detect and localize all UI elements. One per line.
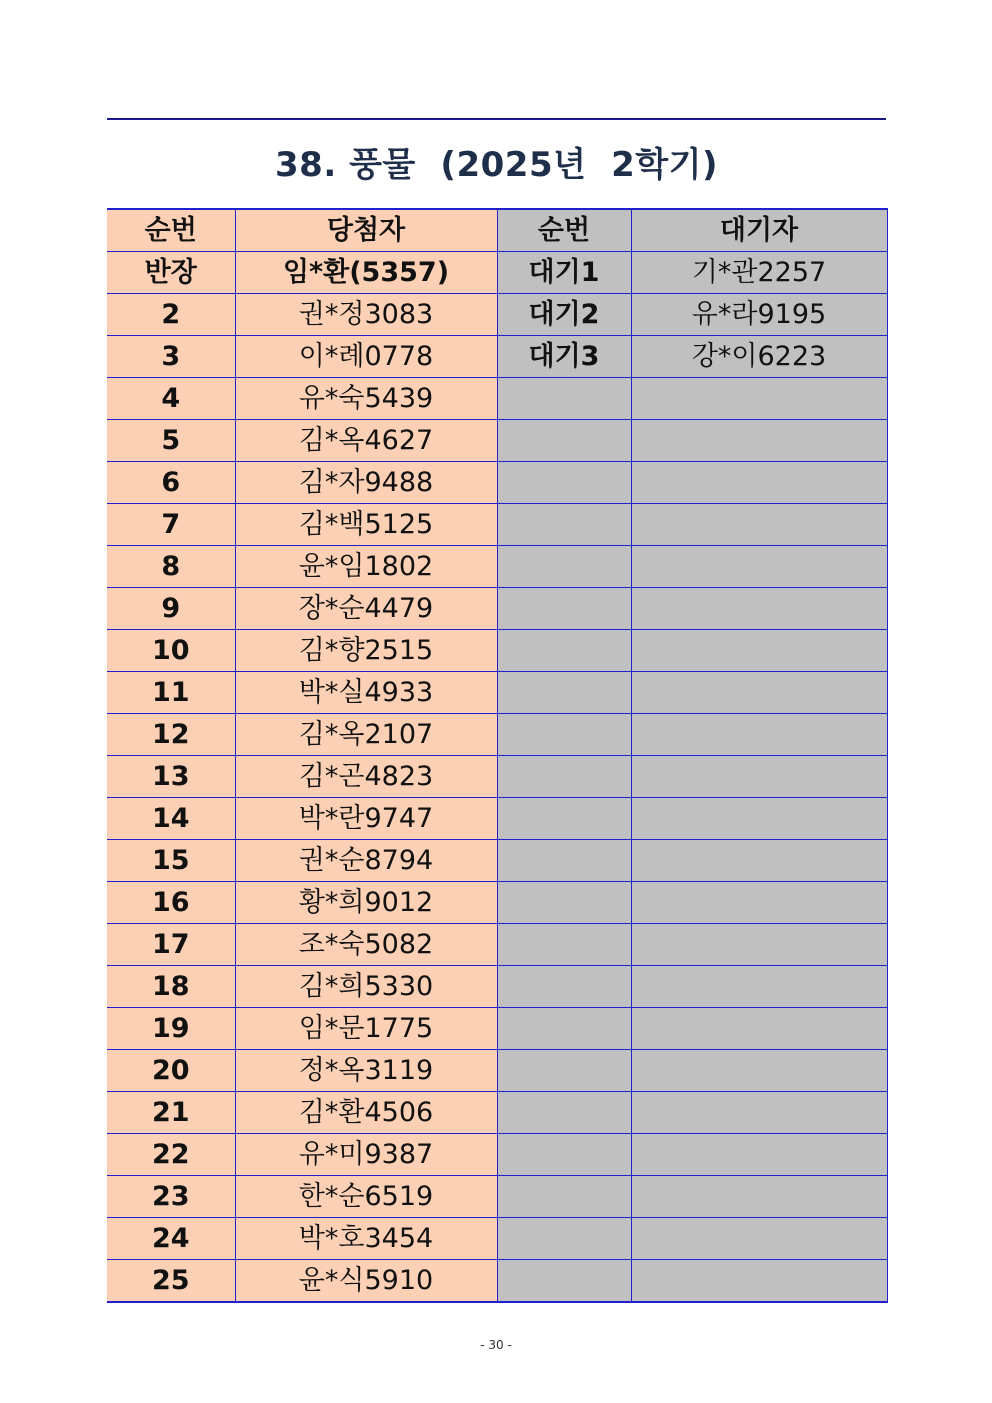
winner-name-cell: 김*백5125: [235, 504, 497, 546]
waitlist-no-cell: [497, 462, 631, 504]
table-row: [107, 1008, 887, 1050]
waitlist-name-cell: [631, 630, 887, 672]
waitlist-no-cell: [497, 420, 631, 462]
winner-no-cell: 반장: [107, 252, 235, 294]
waitlist-name-cell: [631, 672, 887, 714]
header-winner-no: 순번: [107, 209, 235, 252]
winner-name-cell: 황*희9012: [235, 882, 497, 924]
waitlist-no-cell: 대기1: [497, 252, 631, 294]
winner-name-cell: 장*순4479: [235, 588, 497, 630]
header-waitlist-no: 순번: [497, 209, 631, 252]
waitlist-no-cell: [497, 924, 631, 966]
winner-name-cell: 김*옥4627: [235, 420, 497, 462]
table-row: [107, 504, 887, 546]
waitlist-no-cell: [497, 1050, 631, 1092]
waitlist-no-cell: [497, 672, 631, 714]
waitlist-name-cell: [631, 546, 887, 588]
winner-name-cell: 권*정3083: [235, 294, 497, 336]
waitlist-no-cell: [497, 1092, 631, 1134]
winner-no-cell: 2: [107, 294, 235, 336]
winner-no-cell: 5: [107, 420, 235, 462]
waitlist-no-cell: [497, 882, 631, 924]
winner-no-cell: 8: [107, 546, 235, 588]
table-row: [107, 882, 887, 924]
winner-name-cell: 박*란9747: [235, 798, 497, 840]
winner-name-cell: 윤*임1802: [235, 546, 497, 588]
winner-no-cell: 4: [107, 378, 235, 420]
waitlist-no-cell: [497, 1176, 631, 1218]
table-row: [107, 588, 887, 630]
waitlist-name-cell: [631, 1134, 887, 1176]
winner-name-cell: 윤*식5910: [235, 1260, 497, 1303]
waitlist-no-cell: [497, 1134, 631, 1176]
waitlist-name-cell: [631, 840, 887, 882]
table-header-row: [107, 209, 887, 252]
winner-name-cell: 정*옥3119: [235, 1050, 497, 1092]
winner-name-cell: 권*순8794: [235, 840, 497, 882]
winner-name-cell: 김*환4506: [235, 1092, 497, 1134]
winner-name-cell: 임*문1775: [235, 1008, 497, 1050]
waitlist-no-cell: [497, 756, 631, 798]
waitlist-no-cell: 대기2: [497, 294, 631, 336]
winner-no-cell: 18: [107, 966, 235, 1008]
table-row: [107, 294, 887, 336]
winner-name-cell: 이*례0778: [235, 336, 497, 378]
winner-name-cell: 유*숙5439: [235, 378, 497, 420]
waitlist-no-cell: [497, 798, 631, 840]
table-row: [107, 840, 887, 882]
winner-no-cell: 22: [107, 1134, 235, 1176]
winner-no-cell: 7: [107, 504, 235, 546]
waitlist-no-cell: [497, 840, 631, 882]
winner-name-cell: 김*향2515: [235, 630, 497, 672]
waitlist-name-cell: [631, 756, 887, 798]
waitlist-name-cell: [631, 462, 887, 504]
waitlist-name-cell: [631, 1176, 887, 1218]
winner-no-cell: 19: [107, 1008, 235, 1050]
waitlist-name-cell: 기*관2257: [631, 252, 887, 294]
winner-name-cell: 유*미9387: [235, 1134, 497, 1176]
winner-name-cell: 김*자9488: [235, 462, 497, 504]
table-row: [107, 966, 887, 1008]
header-winner-name: 당첨자: [235, 209, 497, 252]
page-number: - 30 -: [480, 1338, 512, 1352]
waitlist-name-cell: [631, 588, 887, 630]
winner-name-cell: 조*숙5082: [235, 924, 497, 966]
waitlist-name-cell: [631, 882, 887, 924]
waitlist-no-cell: [497, 378, 631, 420]
table-row: [107, 798, 887, 840]
waitlist-name-cell: [631, 714, 887, 756]
waitlist-name-cell: [631, 1092, 887, 1134]
winner-name-cell: 박*실4933: [235, 672, 497, 714]
waitlist-name-cell: [631, 504, 887, 546]
table-row: [107, 1092, 887, 1134]
table-row: [107, 1218, 887, 1260]
winner-no-cell: 16: [107, 882, 235, 924]
waitlist-no-cell: 대기3: [497, 336, 631, 378]
table-row: [107, 756, 887, 798]
winner-no-cell: 24: [107, 1218, 235, 1260]
winner-no-cell: 10: [107, 630, 235, 672]
winner-name-cell: 임*환(5357): [235, 252, 497, 294]
winner-no-cell: 17: [107, 924, 235, 966]
waitlist-name-cell: [631, 1218, 887, 1260]
table-row: [107, 1260, 887, 1303]
winner-no-cell: 3: [107, 336, 235, 378]
table-row: [107, 462, 887, 504]
page-title: 38. 풍물 (2025년 2학기): [275, 145, 718, 185]
winner-no-cell: 13: [107, 756, 235, 798]
table-row: [107, 1050, 887, 1092]
waitlist-no-cell: [497, 504, 631, 546]
waitlist-name-cell: 강*이6223: [631, 336, 887, 378]
table-row: [107, 714, 887, 756]
waitlist-name-cell: [631, 1008, 887, 1050]
table-row: [107, 924, 887, 966]
winner-no-cell: 21: [107, 1092, 235, 1134]
waitlist-no-cell: [497, 1008, 631, 1050]
winner-no-cell: 12: [107, 714, 235, 756]
waitlist-name-cell: [631, 420, 887, 462]
waitlist-no-cell: [497, 1260, 631, 1303]
table-row: [107, 378, 887, 420]
waitlist-no-cell: [497, 966, 631, 1008]
waitlist-name-cell: [631, 378, 887, 420]
waitlist-name-cell: [631, 924, 887, 966]
winner-no-cell: 6: [107, 462, 235, 504]
winner-no-cell: 15: [107, 840, 235, 882]
table-row: [107, 1134, 887, 1176]
winner-no-cell: 23: [107, 1176, 235, 1218]
table-row: [107, 1176, 887, 1218]
winner-no-cell: 14: [107, 798, 235, 840]
table-row: [107, 630, 887, 672]
waitlist-name-cell: [631, 966, 887, 1008]
table-row: [107, 420, 887, 462]
waitlist-no-cell: [497, 546, 631, 588]
winner-name-cell: 김*옥2107: [235, 714, 497, 756]
table-row: [107, 336, 887, 378]
header-waitlist-name: 대기자: [631, 209, 887, 252]
top-rule: [107, 118, 886, 120]
waitlist-name-cell: [631, 798, 887, 840]
winner-name-cell: 김*희5330: [235, 966, 497, 1008]
waitlist-name-cell: [631, 1260, 887, 1303]
table-row: [107, 672, 887, 714]
winner-no-cell: 9: [107, 588, 235, 630]
waitlist-no-cell: [497, 588, 631, 630]
winner-name-cell: 박*호3454: [235, 1218, 497, 1260]
waitlist-no-cell: [497, 1218, 631, 1260]
waitlist-no-cell: [497, 630, 631, 672]
waitlist-no-cell: [497, 714, 631, 756]
winner-no-cell: 11: [107, 672, 235, 714]
winner-no-cell: 25: [107, 1260, 235, 1303]
table-row: [107, 252, 887, 294]
waitlist-name-cell: [631, 1050, 887, 1092]
winner-name-cell: 김*곤4823: [235, 756, 497, 798]
lottery-table: [107, 208, 888, 1303]
winner-name-cell: 한*순6519: [235, 1176, 497, 1218]
winner-no-cell: 20: [107, 1050, 235, 1092]
lottery-table-body: [107, 209, 887, 1302]
table-row: [107, 546, 887, 588]
waitlist-name-cell: 유*라9195: [631, 294, 887, 336]
